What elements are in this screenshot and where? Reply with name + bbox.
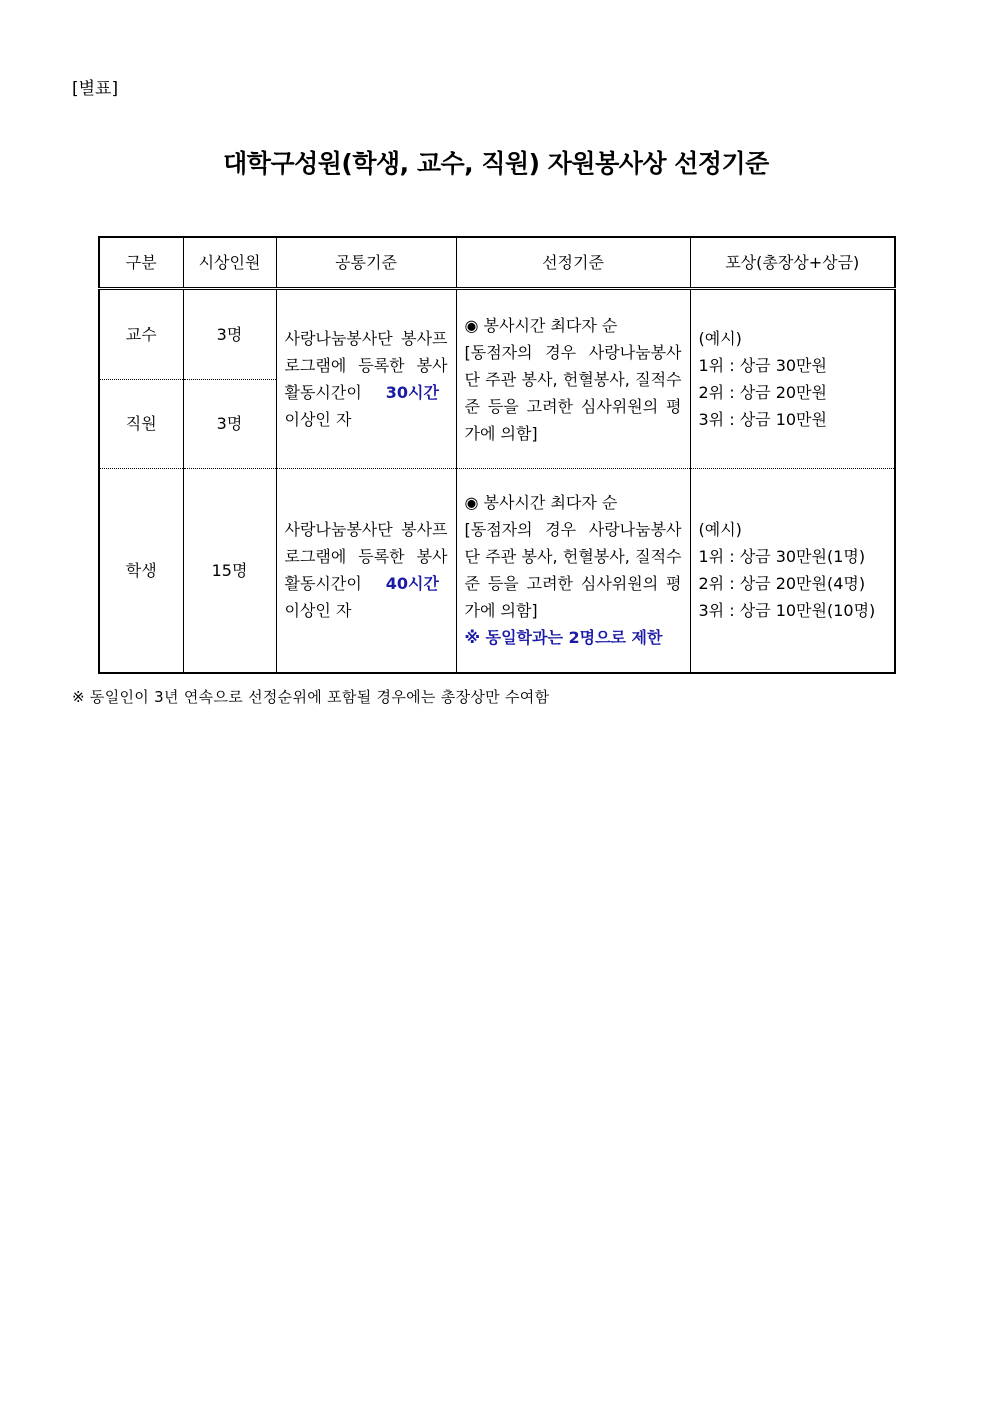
common-criteria-faculty-staff <box>276 289 456 469</box>
common-criteria-student <box>276 468 456 673</box>
prize-line: 3위 : 상금 10만원(10명) <box>698 601 876 621</box>
header-selection-criteria: 선정기준 <box>456 237 690 289</box>
category-student: 학생 <box>99 468 183 673</box>
header-category: 구분 <box>99 237 183 289</box>
selection-first: ◉ 봉사시간 최다자 순 <box>464 315 618 335</box>
table-row <box>99 468 895 673</box>
header-prize: 포상(총장상+상금) <box>690 237 895 289</box>
table-row <box>99 289 895 379</box>
common-criteria-suffix: 이상인 자 <box>284 410 352 430</box>
required-hours: 30시간 <box>385 383 439 403</box>
required-hours: 40시간 <box>385 574 439 594</box>
criteria-table <box>98 236 896 674</box>
common-criteria-suffix: 이상인 자 <box>284 601 352 621</box>
selection-detail: [동점자의 경우 사랑나눔봉사단 주관 봉사, 헌혈봉사, 질적수준 등을 고려한 심사위원의 평가에 의함] <box>464 342 682 443</box>
count-student: 15명 <box>183 468 276 673</box>
prize-line: (예시) <box>698 329 742 349</box>
selection-criteria-faculty-staff <box>456 289 690 469</box>
prize-line: (예시) <box>698 520 742 540</box>
category-faculty: 교수 <box>99 289 183 379</box>
common-criteria-text: 사랑나눔봉사단 봉사프로그램에 등록한 봉사활동시간이 <box>284 520 448 594</box>
common-criteria-text: 사랑나눔봉사단 봉사프로그램에 등록한 봉사활동시간이 <box>284 329 448 403</box>
count-staff: 3명 <box>183 379 276 468</box>
count-faculty: 3명 <box>183 289 276 379</box>
prize-line: 1위 : 상금 30만원(1명) <box>698 547 866 567</box>
prize-faculty-staff <box>690 289 895 469</box>
table-header-row <box>99 237 895 289</box>
selection-criteria-student <box>456 468 690 673</box>
selection-detail: [동점자의 경우 사랑나눔봉사단 주관 봉사, 헌혈봉사, 질적수준 등을 고려한 심사위원의 평가에 의함] <box>464 520 682 621</box>
selection-first: ◉ 봉사시간 최다자 순 <box>464 493 618 513</box>
header-common-criteria: 공통기준 <box>276 237 456 289</box>
category-staff: 직원 <box>99 379 183 468</box>
document-title: 대학구성원(학생, 교수, 직원) 자원봉사상 선정기준 <box>223 149 769 178</box>
footnote: ※ 동일인이 3년 연속으로 선정순위에 포함될 경우에는 총장상만 수여함 <box>72 688 550 706</box>
annex-label: [별표] <box>72 79 119 99</box>
prize-line: 1위 : 상금 30만원 <box>698 356 827 376</box>
header-count: 시상인원 <box>183 237 276 289</box>
prize-line: 2위 : 상금 20만원(4명) <box>698 574 866 594</box>
prize-line: 2위 : 상금 20만원 <box>698 383 827 403</box>
prize-student <box>690 468 895 673</box>
prize-line: 3위 : 상금 10만원 <box>698 410 827 430</box>
department-limit-note: ※ 동일학과는 2명으로 제한 <box>464 628 663 648</box>
